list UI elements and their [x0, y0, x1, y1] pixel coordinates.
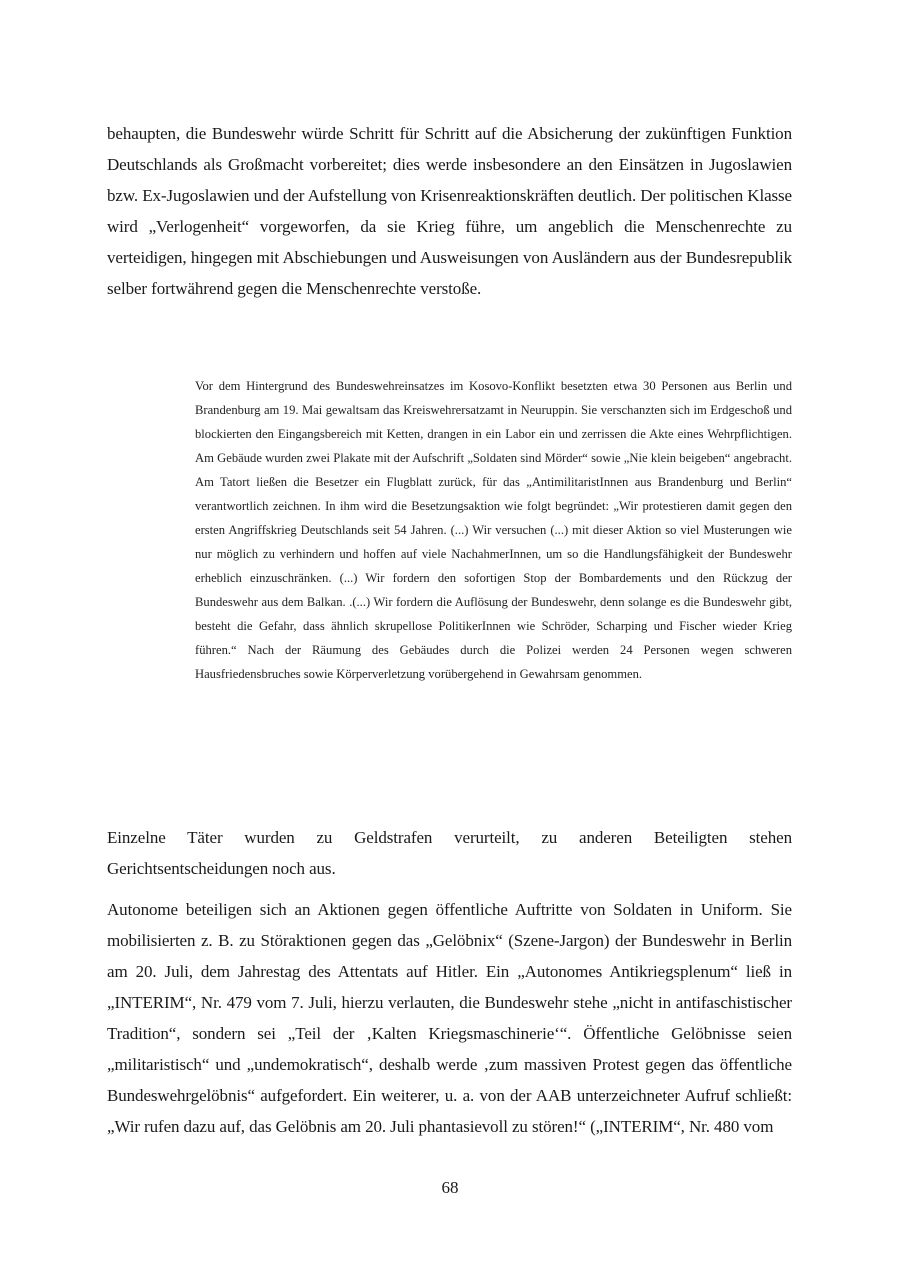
body-paragraph-3: Autonome beteiligen sich an Aktionen gegen öffentliche Auftritte von Soldaten in Uniform. Sie mobilisierten z. B. zu Störaktionen gegen das „Gelöbnix“ (Szene-Jargon) der Bundeswehr in Berlin am 20. Juli, dem Jahrestag des Attentats auf Hitler. Ein „Autonomes Antikriegsplenum“ ließ in „INTERIM“, Nr. 479 vom 7. Juli, hierzu verlauten, die Bundeswehr stehe „nicht in antifaschistischer Tradition“, sondern sei „Teil der ‚Kalten Kriegsmaschinerie‘“. Öffentliche Gelöbnisse seien „militaristisch“ und „undemokratisch“, deshalb werde ‚zum massiven Protest gegen das öffentliche Bundeswehrgelöbnis“ aufgefordert. Ein weiterer, u. a. von der AAB unterzeichneter Aufruf schließt: „Wir rufen dazu auf, das Gelöbnis am 20. Juli phantasievoll zu stören!“ („INTERIM“, Nr. 480 vom [107, 900, 792, 1136]
body-paragraph-2: Einzelne Täter wurden zu Geldstrafen verurteilt, zu anderen Beteiligten stehen Gerichtsentscheidungen noch aus. [107, 828, 792, 878]
body-paragraph-1: behaupten, die Bundeswehr würde Schritt für Schritt auf die Absicherung der zukünftigen Funktion Deutschlands als Großmacht vorbereitet; dies werde insbesondere an den Einsätzen in Jugoslawien bzw. Ex-Jugoslawien und der Aufstellung von Krisenreaktionskräften deutlich. Der politischen Klasse wird „Verlogenheit“ vorgeworfen, da sie Krieg führe, um angeblich die Menschenrechte zu verteidigen, hingegen mit Abschiebungen und Ausweisungen von Ausländern aus der Bundesrepublik selber fortwährend gegen die Menschenrechte verstoße. [107, 124, 792, 298]
page-number: 68 [441, 1178, 459, 1197]
block-quote: Vor dem Hintergrund des Bundeswehreinsatzes im Kosovo-Konflikt besetzten etwa 30 Personen aus Berlin und Brandenburg am 19. Mai gewaltsam das Kreiswehrersatzamt in Neuruppin. Sie verschanzten sich im Erdgeschoß und blockierten den Eingangsbereich mit Ketten, drangen in ein Labor ein und zerrissen die Akte eines Wehrpflichtigen. Am Gebäude wurden zwei Plakate mit der Aufschrift „Soldaten sind Mörder“ sowie „Nie klein beigeben“ angebracht. Am Tatort ließen die Besetzer ein Flugblatt zurück, für das „AntimilitaristInnen aus Brandenburg und Berlin“ verantwortlich zeichnen. In ihm wird die Besetzungsaktion wie folgt begründet: „Wir protestieren damit gegen den ersten Angriffskrieg Deutschlands seit 54 Jahren. (...) Wir versuchen (...) mit dieser Aktion so viel Musterungen wie nur möglich zu verhindern und hoffen auf viele NachahmerInnen, um so die Handlungsfähigkeit der Bundeswehr erheblich einzuschränken. (...) Wir fordern den sofortigen Stop der Bombardements und den Rückzug der Bundeswehr aus dem Balkan. .(...) Wir fordern die Auflösung der Bundeswehr, denn solange es die Bundeswehr gibt, besteht die Gefahr, dass ähnlich skrupellose PolitikerInnen wie Schröder, Scharping und Fischer wieder Krieg führen.“ Nach der Räumung des Gebäudes durch die Polizei werden 24 Personen wegen schweren Hausfriedensbruches sowie Körperverletzung vorübergehend in Gewahrsam genommen. [195, 379, 792, 681]
